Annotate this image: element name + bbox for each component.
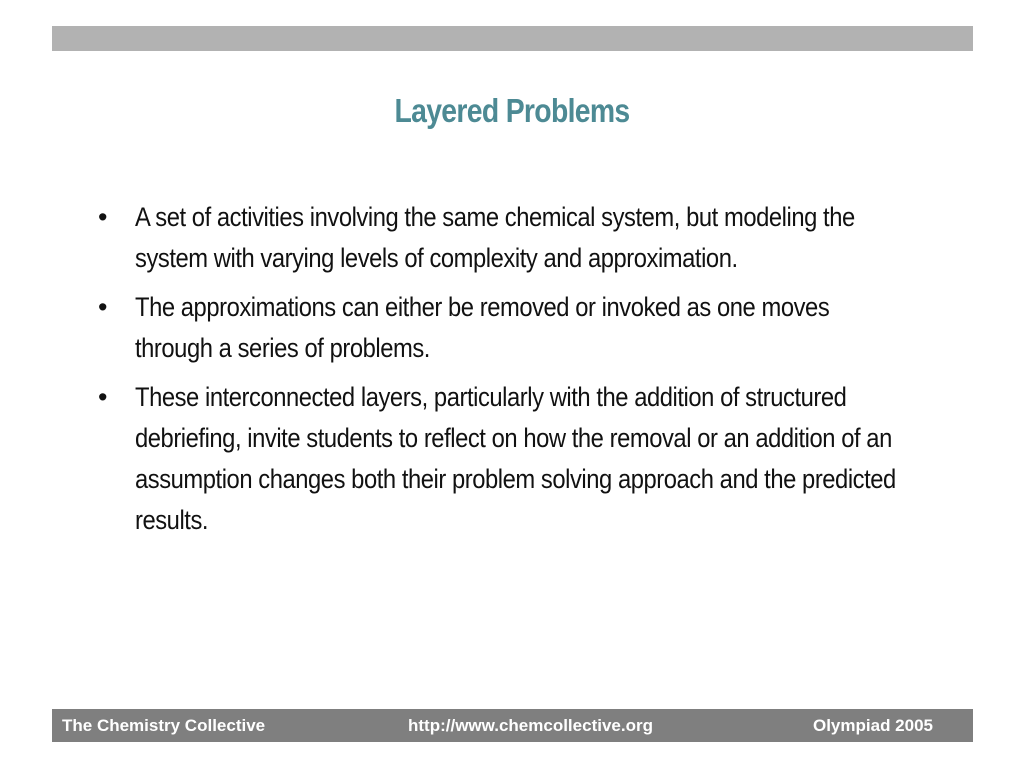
- footer-bar: [52, 709, 973, 742]
- footer-url[interactable]: http://www.chemcollective.org: [408, 716, 653, 735]
- bullet-marker: •: [98, 202, 107, 232]
- slide-title: Layered Problems: [394, 92, 630, 129]
- bullet-text: The approximations can either be removed or invoked as one moves through a series of problems.: [135, 292, 830, 363]
- footer-org-name: The Chemistry Collective: [62, 716, 266, 735]
- bullet-text: These interconnected layers, particularly with the addition of structured debriefing, invite students to reflect on how the removal or an addition of an assumption changes both their problem solving approach and the predicted results.: [135, 382, 896, 535]
- footer-event: Olympiad 2005: [812, 716, 933, 735]
- bullet-item: [98, 287, 958, 369]
- bullet-marker: •: [98, 382, 107, 412]
- bullet-list: [98, 197, 958, 549]
- bullet-text: A set of activities involving the same chemical system, but modeling the system with varying levels of complexity and approximation.: [135, 202, 855, 273]
- bullet-item: [98, 197, 958, 279]
- bullet-marker: •: [98, 292, 107, 322]
- header-bar: [52, 26, 973, 51]
- bullet-item: [98, 377, 958, 541]
